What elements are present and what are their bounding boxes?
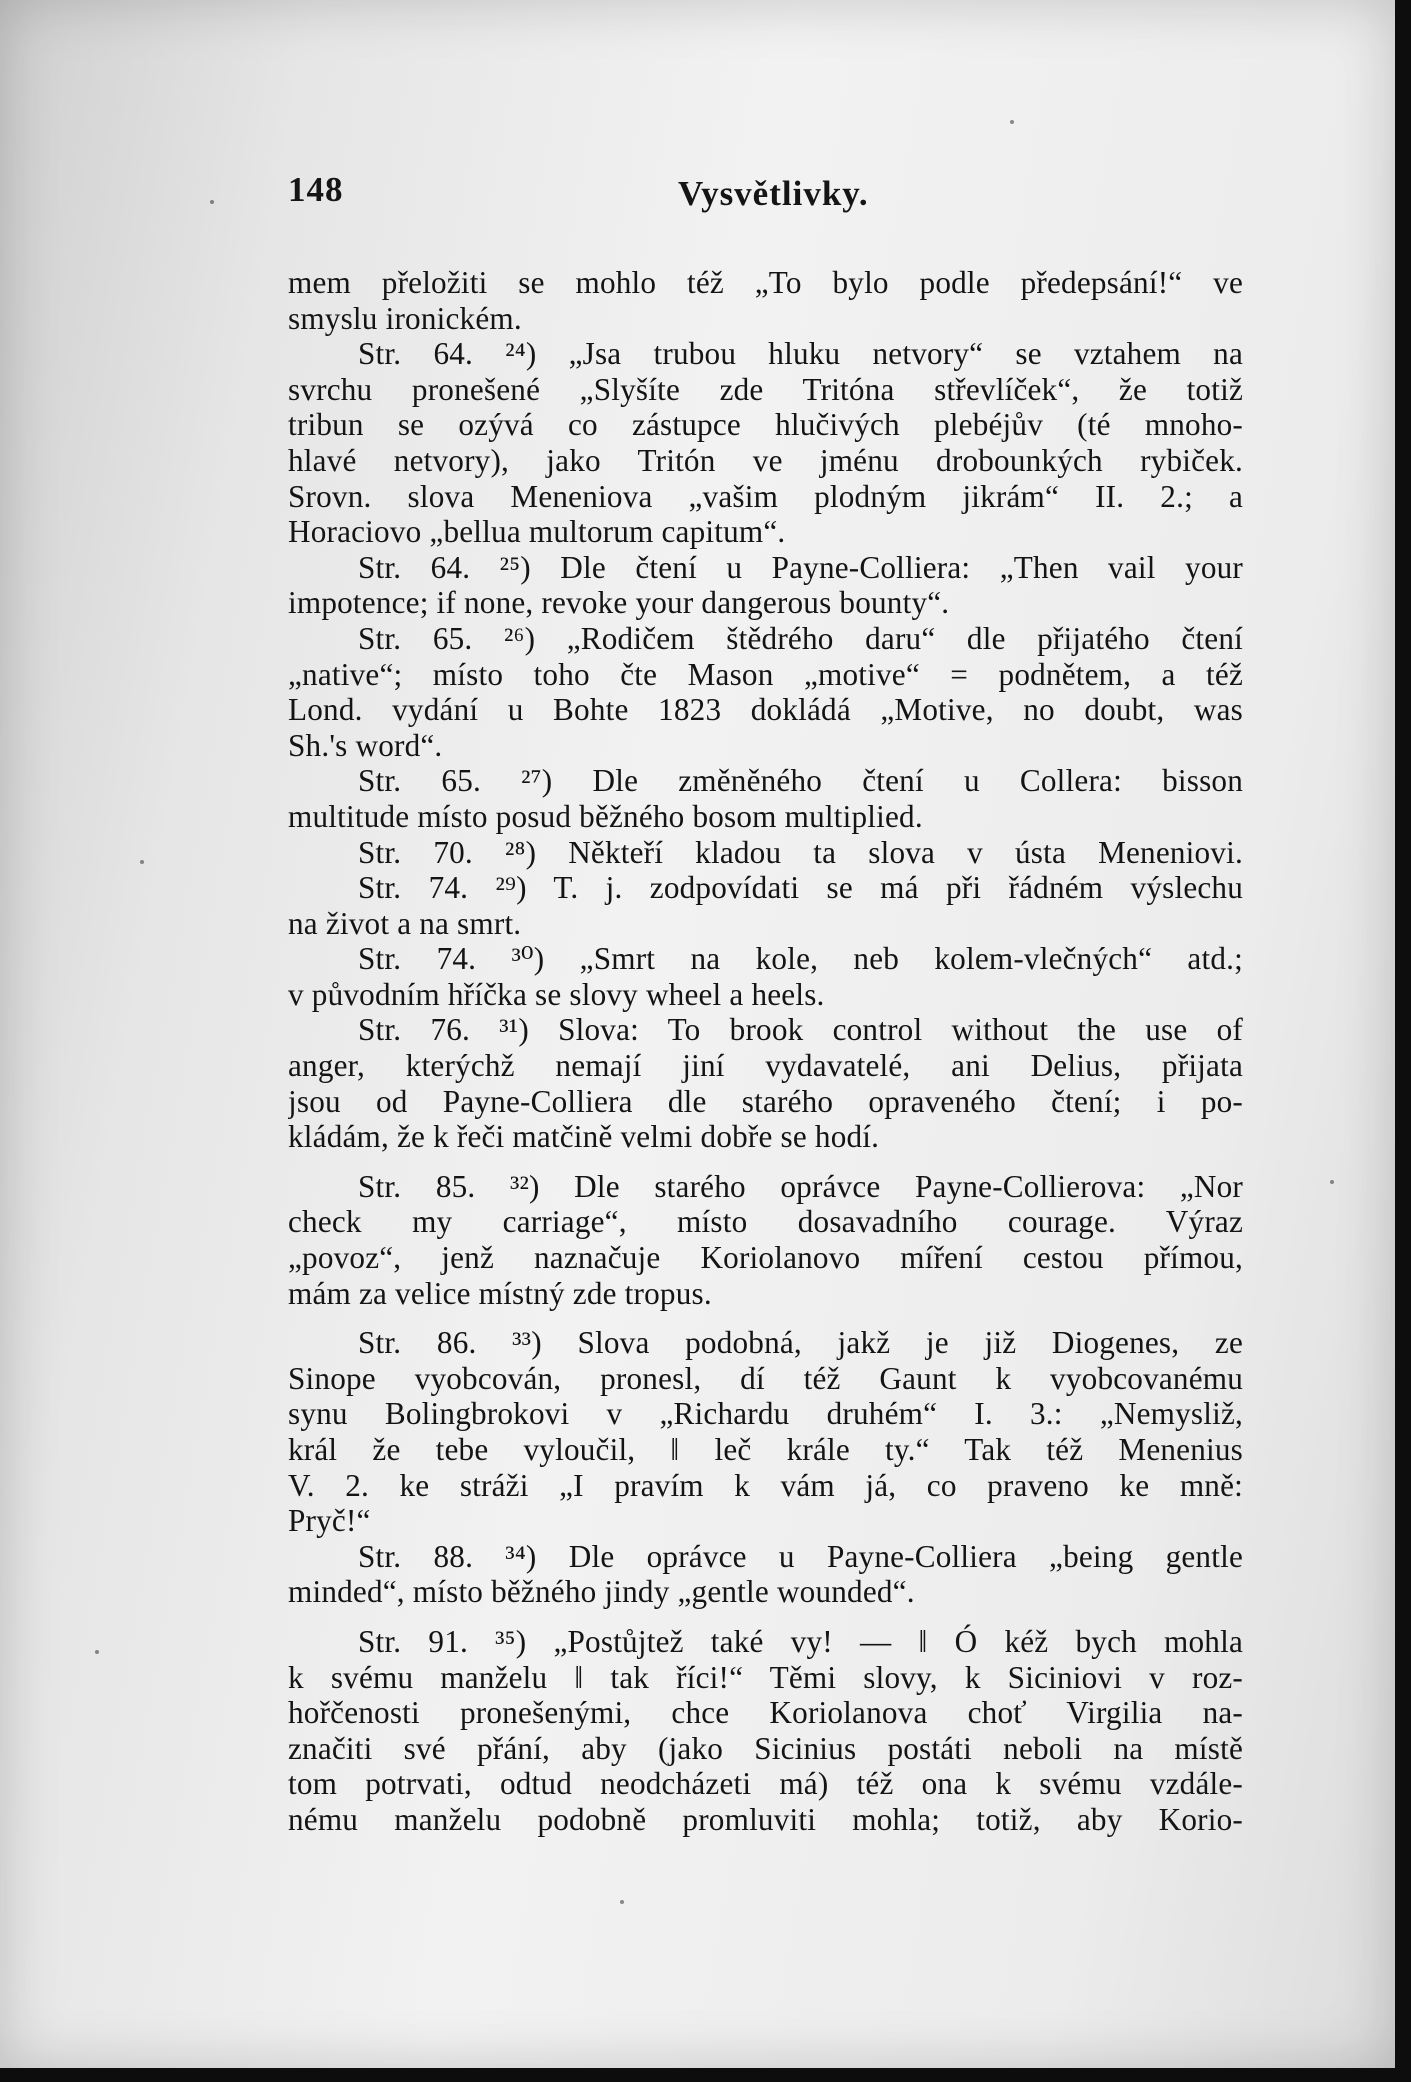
- text-line: hlavé netvory), jako Tritón ve jménu drobounkých rybiček.: [288, 442, 1243, 478]
- text-line: Horaciovo „bellua multorum capitum“.: [288, 514, 786, 550]
- text-line: hořčenosti pronešenými, chce Koriolanova choť Virgilia na-: [288, 1695, 1243, 1731]
- note-28: Str. 70. ²⁸) Někteří kladou ta slova v ústa Meneniovi.: [358, 834, 1243, 870]
- text-line: svrchu pronešené „Slyšíte zde Tritóna střevlíček“, že totiž: [288, 371, 1243, 407]
- paper-speck: [1330, 1180, 1334, 1184]
- text-line: smyslu ironickém.: [288, 300, 522, 336]
- text-line: multitude místo posud běžného bosom multiplied.: [288, 798, 923, 834]
- page-number: 148: [288, 170, 344, 209]
- note-24-start: Str. 64. ²⁴) „Jsa trubou hluku netvory“ se vztahem na: [358, 336, 1243, 372]
- text-line: v původním hříčka se slovy wheel a heels.: [288, 976, 825, 1012]
- text-line: „native“; místo toho čte Mason „motive“ = podnětem, a též: [288, 656, 1243, 692]
- note-32-start: Str. 85. ³²) Dle starého oprávce Payne-Collierova: „Nor: [358, 1168, 1243, 1204]
- note-31-start: Str. 76. ³¹) Slova: To brook control without the use of: [358, 1012, 1243, 1048]
- text-line: na život a na smrt.: [288, 905, 522, 941]
- note-35-start: Str. 91. ³⁵) „Postůjtež také vy! — ‖ Ó kéž bych mohla: [358, 1623, 1243, 1659]
- text-line: mám za velice místný zde tropus.: [288, 1275, 712, 1311]
- note-29-start: Str. 74. ²⁹) T. j. zodpovídati se má při řádném výslechu: [358, 870, 1243, 906]
- text-line: tom potrvati, odtud neodcházeti má) též ona k svému vzdále-: [288, 1766, 1243, 1802]
- text-line: král že tebe vyloučil, ‖ leč krále ty.“ Tak též Menenius: [288, 1432, 1243, 1467]
- text-line: check my carriage“, místo dosavadního courage. Výraz: [288, 1204, 1243, 1240]
- paper-speck: [1010, 120, 1014, 124]
- text-line: impotence; if none, revoke your dangerous bounty“.: [288, 585, 950, 621]
- text-line: anger, kterýchž nemají jiní vydavatelé, ani Delius, přijata: [288, 1048, 1243, 1084]
- text-line: Srovn. slova Meneniova „vašim plodným jikrám“ II. 2.; a: [288, 478, 1243, 514]
- text-line: V. 2. ke stráži „I pravím k vám já, co praveno ke mně:: [288, 1467, 1243, 1503]
- note-25-start: Str. 64. ²⁵) Dle čtení u Payne-Colliera: „Then vail your: [358, 549, 1243, 585]
- paper-speck: [620, 1900, 624, 1904]
- text-line: kládám, že k řeči matčině velmi dobře se hodí.: [288, 1119, 880, 1155]
- note-30-start: Str. 74. ³⁰) „Smrt na kole, neb kolem-vlečných“ atd.;: [358, 941, 1243, 977]
- note-27-start: Str. 65. ²⁷) Dle změněného čtení u Collera: bisson: [358, 763, 1243, 799]
- paper-speck: [210, 200, 214, 204]
- text-line: značiti své přání, aby (jako Sicinius postáti neboli na místě: [288, 1730, 1243, 1766]
- text-line: minded“, místo běžného jindy „gentle wounded“.: [288, 1574, 915, 1610]
- note-34-start: Str. 88. ³⁴) Dle oprávce u Payne-Colliera „being gentle: [358, 1538, 1243, 1574]
- text-line: Sh.'s word“.: [288, 727, 443, 763]
- text-line: synu Bolingbrokovi v „Richardu druhém“ I. 3.: „Nemysliž,: [288, 1396, 1243, 1432]
- text-line: Sinope vyobcován, pronesl, dí též Gaunt k vyobcovanému: [288, 1360, 1243, 1396]
- running-title: Vysvětlivky.: [678, 174, 869, 213]
- text-line: jsou od Payne-Colliera dle starého opraveného čtení; i po-: [288, 1083, 1243, 1119]
- note-26-start: Str. 65. ²⁶) „Rodičem štědrého daru“ dle přijatého čtení: [358, 620, 1243, 656]
- text-line: Pryč!“: [288, 1503, 371, 1539]
- note-33-start: Str. 86. ³³) Slova podobná, jakž je již Diogenes, ze: [358, 1325, 1243, 1361]
- text-line: k svému manželu ‖ tak říci!“ Těmi slovy, k Siciniovi v roz-: [288, 1659, 1243, 1695]
- paper-speck: [140, 860, 144, 864]
- notes-text: [288, 265, 1243, 1838]
- text-line: „povoz“, jenž naznačuje Koriolanovo míření cestou přímou,: [288, 1240, 1243, 1276]
- page-header: [288, 170, 1243, 220]
- text-line: tribun se ozývá co zástupce hlučivých plebéjův (té mnoho-: [288, 407, 1243, 443]
- text-line: nému manželu podobně promluviti mohla; totiž, aby Korio-: [288, 1801, 1243, 1837]
- text-line: mem přeložiti se mohlo též „To bylo podle předepsání!“ ve: [288, 265, 1243, 300]
- paper-speck: [95, 1650, 99, 1654]
- text-line: Lond. vydání u Bohte 1823 dokládá „Motive, no doubt, was: [288, 692, 1243, 728]
